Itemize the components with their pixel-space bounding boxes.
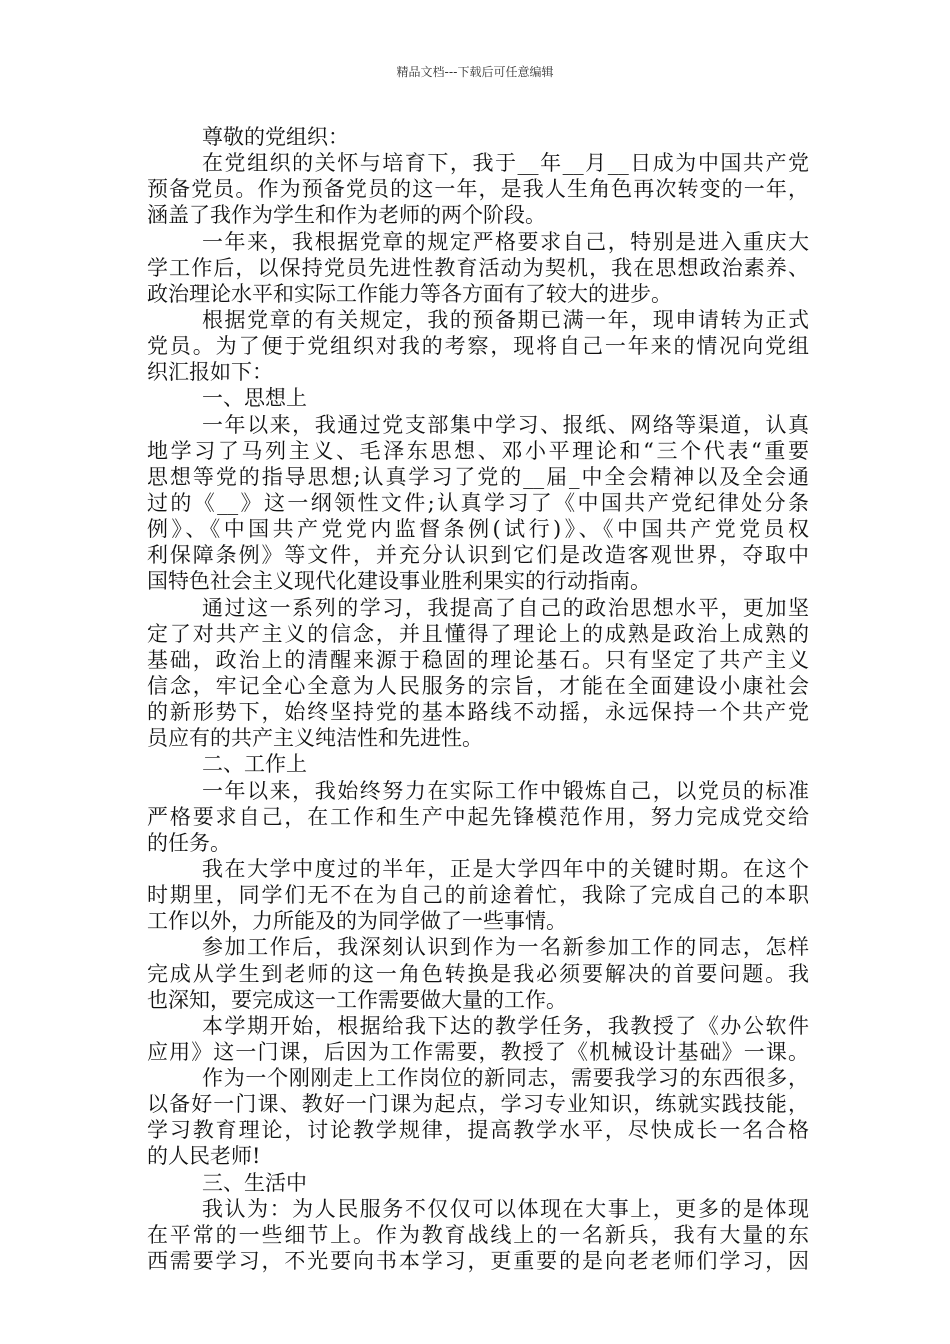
text-line: 思想等党的指导思想;认真学习了党的__届_中全会精神以及全会通 (147, 464, 809, 489)
text-line: 例》、《中国共产党党内监督条例(试行)》、《中国共产党党员权 (147, 517, 809, 542)
text-line: 定了对共产主义的信念，并且懂得了理论上的成熟是政治上成熟的 (147, 621, 809, 646)
text-line: 一年来，我根据党章的规定严格要求自己，特别是进入重庆大 (202, 229, 809, 254)
text-line: 严格要求自己，在工作和生产中起先锋模范作用，努力完成党交给 (147, 804, 809, 829)
text-line: 在平常的一些细节上。作为教育战线上的一名新兵，我有大量的东 (147, 1222, 809, 1247)
text-line: 的新形势下，始终坚持党的基本路线不动摇，永远保持一个共产党 (147, 700, 809, 725)
text-line: 工作以外，力所能及的为同学做了一些事情。 (147, 909, 567, 934)
text-line: 一年以来，我通过党支部集中学习、报纸、网络等渠道，认真 (202, 412, 809, 437)
text-line: 地学习了马列主义、毛泽东思想、邓小平理论和“三个代表“重要 (147, 438, 809, 463)
text-line: 也深知，要完成这一工作需要做大量的工作。 (147, 987, 567, 1012)
text-line: 以备好一门课、教好一门课为起点，学习专业知识，练就实践技能， (147, 1092, 809, 1117)
text-line: 员应有的共产主义纯洁性和先进性。 (147, 726, 483, 751)
page-header: 精品文档---下载后可任意编辑 (396, 65, 554, 79)
text-line: 在党组织的关怀与培育下，我于__年__月__日成为中国共产党 (202, 151, 809, 176)
text-line: 二、工作上 (202, 752, 307, 777)
text-line: 基础，政治上的清醒来源于稳固的理论基石。只有坚定了共产主义 (147, 647, 809, 672)
text-line: 时期里，同学们无不在为自己的前途着忙，我除了完成自己的本职 (147, 883, 809, 908)
text-line: 我在大学中度过的半年，正是大学四年中的关键时期。在这个 (202, 856, 809, 881)
text-line: 一年以来，我始终努力在实际工作中锻炼自己，以党员的标准 (202, 778, 809, 803)
text-line: 参加工作后，我深刻认识到作为一名新参加工作的同志，怎样 (202, 935, 809, 960)
text-line: 完成从学生到老师的这一角色转换是我必须要解决的首要问题。我 (147, 961, 809, 986)
text-line: 本学期开始，根据给我下达的教学任务，我教授了《办公软件 (202, 1013, 809, 1038)
text-line: 信念，牢记全心全意为人民服务的宗旨，才能在全面建设小康社会 (147, 673, 809, 698)
text-line: 过的《__》这一纲领性文件;认真学习了《中国共产党纪律处分条 (147, 490, 809, 515)
text-line: 应用》这一门课，后因为工作需要，教授了《机械设计基础》一课。 (147, 1039, 809, 1064)
text-line: 涵盖了我作为学生和作为老师的两个阶段。 (147, 203, 546, 228)
text-line: 党员。为了便于党组织对我的考察，现将自己一年来的情况向党组 (147, 334, 809, 359)
text-line: 一、思想上 (202, 386, 307, 411)
text-line: 通过这一系列的学习，我提高了自己的政治思想水平，更加坚 (202, 595, 809, 620)
text-line: 尊敬的党组织： (202, 125, 349, 149)
text-line: 根据党章的有关规定，我的预备期已满一年，现申请转为正式 (202, 307, 809, 332)
text-line: 我认为：为人民服务不仅仅可以体现在大事上，更多的是体现 (202, 1196, 809, 1221)
text-line: 国特色社会主义现代化建设事业胜利果实的行动指南。 (147, 569, 651, 594)
text-line: 三、生活中 (202, 1170, 307, 1195)
text-line: 学习教育理论，讨论教学规律，提高教学水平，尽快成长一名合格 (147, 1118, 809, 1143)
text-line: 政治理论水平和实际工作能力等各方面有了较大的进步。 (147, 281, 672, 306)
text-line: 预备党员。作为预备党员的这一年，是我人生角色再次转变的一年， (147, 177, 809, 202)
text-line: 西需要学习，不光要向书本学习，更重要的是向老老师们学习，因 (147, 1249, 809, 1274)
text-line: 的任务。 (147, 830, 231, 855)
document-body (147, 124, 809, 1274)
text-line: 利保障条例》等文件，并充分认识到它们是改造客观世界，夺取中 (147, 543, 809, 568)
text-line: 的人民老师! (147, 1144, 261, 1169)
text-line: 织汇报如下： (147, 360, 273, 385)
text-line: 作为一个刚刚走上工作岗位的新同志，需要我学习的东西很多， (202, 1066, 809, 1091)
text-line: 学工作后，以保持党员先进性教育活动为契机，我在思想政治素养、 (147, 255, 809, 280)
